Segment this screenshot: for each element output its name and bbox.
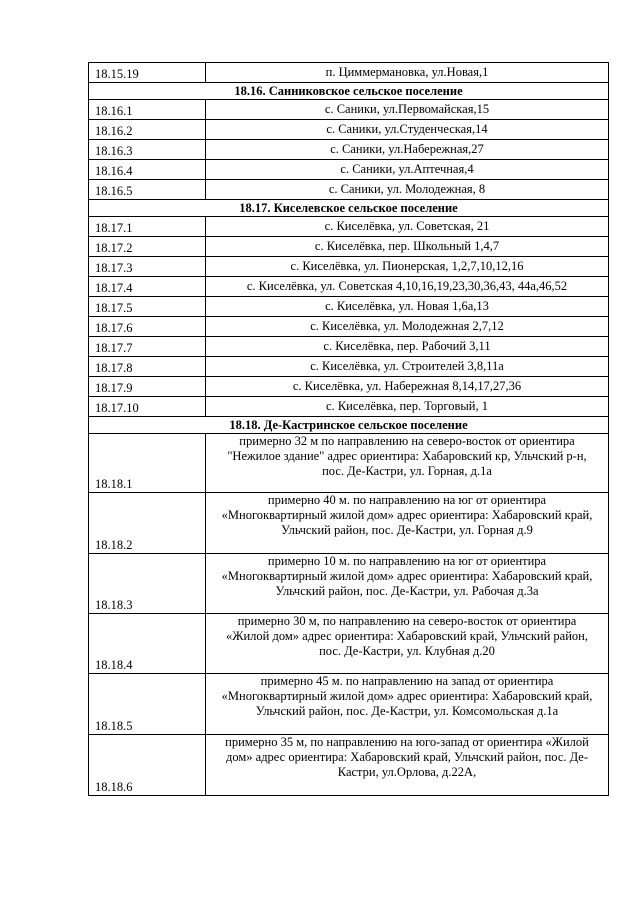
row-address (206, 614, 609, 674)
table-row (89, 160, 609, 180)
row-number: 18.17.2 (89, 237, 206, 257)
address-line: Ульчский район, пос. Де-Кастри, ул. Горная д.9 (281, 523, 533, 537)
section-header-row (89, 83, 609, 100)
row-number: 18.16.5 (89, 180, 206, 200)
section-title: 18.18. Де-Кастринское сельское поселение (89, 417, 609, 434)
row-address: с. Киселёвка, ул. Пионерская, 1,2,7,10,12,16 (206, 257, 609, 277)
section-header-row (89, 200, 609, 217)
table-row (89, 317, 609, 337)
row-address: с. Киселёвка, ул. Советская, 21 (206, 217, 609, 237)
row-number: 18.17.1 (89, 217, 206, 237)
address-line: «Многоквартирный жилой дом» адрес ориентира: Хабаровский край, (221, 508, 593, 522)
address-line: примерно 30 м, по направлению на северо-восток от ориентира (237, 614, 577, 628)
address-line: дом» адрес ориентира: Хабаровский край, Ульчский район, пос. Де- (225, 750, 589, 764)
row-address (206, 735, 609, 796)
table-row (89, 377, 609, 397)
row-number: 18.18.5 (89, 674, 206, 735)
row-number: 18.17.6 (89, 317, 206, 337)
address-line: примерно 40 м. по направлению на юг от ориентира (267, 493, 547, 507)
address-line: примерно 45 м. по направлению на запад от ориентира (260, 674, 554, 688)
row-number: 18.16.2 (89, 120, 206, 140)
row-number: 18.16.1 (89, 100, 206, 120)
table-row (89, 674, 609, 735)
row-number: 18.17.8 (89, 357, 206, 377)
table-row (89, 237, 609, 257)
address-table (88, 62, 609, 796)
section-title: 18.17. Киселевское сельское поселение (89, 200, 609, 217)
row-address: с. Киселёвка, ул. Советская 4,10,16,19,23,30,36,43, 44а,46,52 (206, 277, 609, 297)
row-address: с. Киселёвка, ул. Молодежная 2,7,12 (206, 317, 609, 337)
table-row (89, 397, 609, 417)
address-line: пос. Де-Кастри, ул. Горная, д.1а (322, 464, 492, 478)
address-line: Кастри, ул.Орлова, д.22А, (337, 765, 477, 779)
row-address (206, 434, 609, 493)
row-number: 18.15.19 (89, 63, 206, 83)
row-number: 18.18.4 (89, 614, 206, 674)
table-row (89, 257, 609, 277)
row-address: с. Киселёвка, ул. Набережная 8,14,17,27,36 (206, 377, 609, 397)
address-line: «Многоквартирный жилой дом» адрес ориентира: Хабаровский край, (221, 689, 593, 703)
table-row (89, 614, 609, 674)
address-line: «Жилой дом» адрес ориентира: Хабаровский край, Ульчский район, (226, 629, 588, 643)
row-number: 18.17.9 (89, 377, 206, 397)
row-number: 18.18.2 (89, 493, 206, 554)
table-row (89, 434, 609, 493)
row-address (206, 554, 609, 614)
row-number: 18.17.3 (89, 257, 206, 277)
row-number: 18.17.5 (89, 297, 206, 317)
table-row (89, 554, 609, 614)
address-line: Ульчский район, пос. Де-Кастри, ул. Комсомольская д.1а (255, 704, 559, 718)
section-title: 18.16. Санниковское сельское поселение (89, 83, 609, 100)
row-number: 18.18.3 (89, 554, 206, 614)
row-address: с. Киселёвка, пер. Школьный 1,4,7 (206, 237, 609, 257)
table-row (89, 180, 609, 200)
address-line: примерно 32 м по направлению на северо-восток от ориентира (239, 434, 575, 448)
table-row (89, 217, 609, 237)
row-address: с. Киселёвка, пер. Торговый, 1 (206, 397, 609, 417)
row-number: 18.17.4 (89, 277, 206, 297)
row-address: с. Саники, ул.Набережная,27 (206, 140, 609, 160)
table-row (89, 297, 609, 317)
table-row (89, 63, 609, 83)
table-row (89, 277, 609, 297)
table-row (89, 120, 609, 140)
section-header-row (89, 417, 609, 434)
table-row (89, 140, 609, 160)
row-number: 18.18.6 (89, 735, 206, 796)
row-address: с. Киселёвка, ул. Строителей 3,8,11а (206, 357, 609, 377)
table-row (89, 357, 609, 377)
row-address: п. Циммермановка, ул.Новая,1 (206, 63, 609, 83)
address-line: примерно 35 м, по направлению на юго-запад от ориентира «Жилой (225, 735, 589, 749)
address-line: «Многоквартирный жилой дом» адрес ориентира: Хабаровский край, (221, 569, 593, 583)
row-address: с. Саники, ул.Студенческая,14 (206, 120, 609, 140)
address-line: Ульчский район, пос. Де-Кастри, ул. Рабочая д.3а (275, 584, 539, 598)
row-address (206, 493, 609, 554)
row-number: 18.16.3 (89, 140, 206, 160)
table-row (89, 735, 609, 796)
row-address: с. Саники, ул. Молодежная, 8 (206, 180, 609, 200)
row-number: 18.18.1 (89, 434, 206, 493)
row-address: с. Саники, ул.Первомайская,15 (206, 100, 609, 120)
address-line: пос. Де-Кастри, ул. Клубная д.20 (319, 644, 495, 658)
row-number: 18.17.7 (89, 337, 206, 357)
row-address (206, 674, 609, 735)
row-number: 18.17.10 (89, 397, 206, 417)
row-address: с. Киселёвка, пер. Рабочий 3,11 (206, 337, 609, 357)
row-number: 18.16.4 (89, 160, 206, 180)
address-line: примерно 10 м. по направлению на юг от ориентира (267, 554, 547, 568)
address-line: "Нежилое здание" адрес ориентира: Хабаровский кр, Ульчский р-н, (227, 449, 587, 463)
table-row (89, 493, 609, 554)
row-address: с. Саники, ул.Аптечная,4 (206, 160, 609, 180)
row-address: с. Киселёвка, ул. Новая 1,6а,13 (206, 297, 609, 317)
table-row (89, 337, 609, 357)
table-row (89, 100, 609, 120)
